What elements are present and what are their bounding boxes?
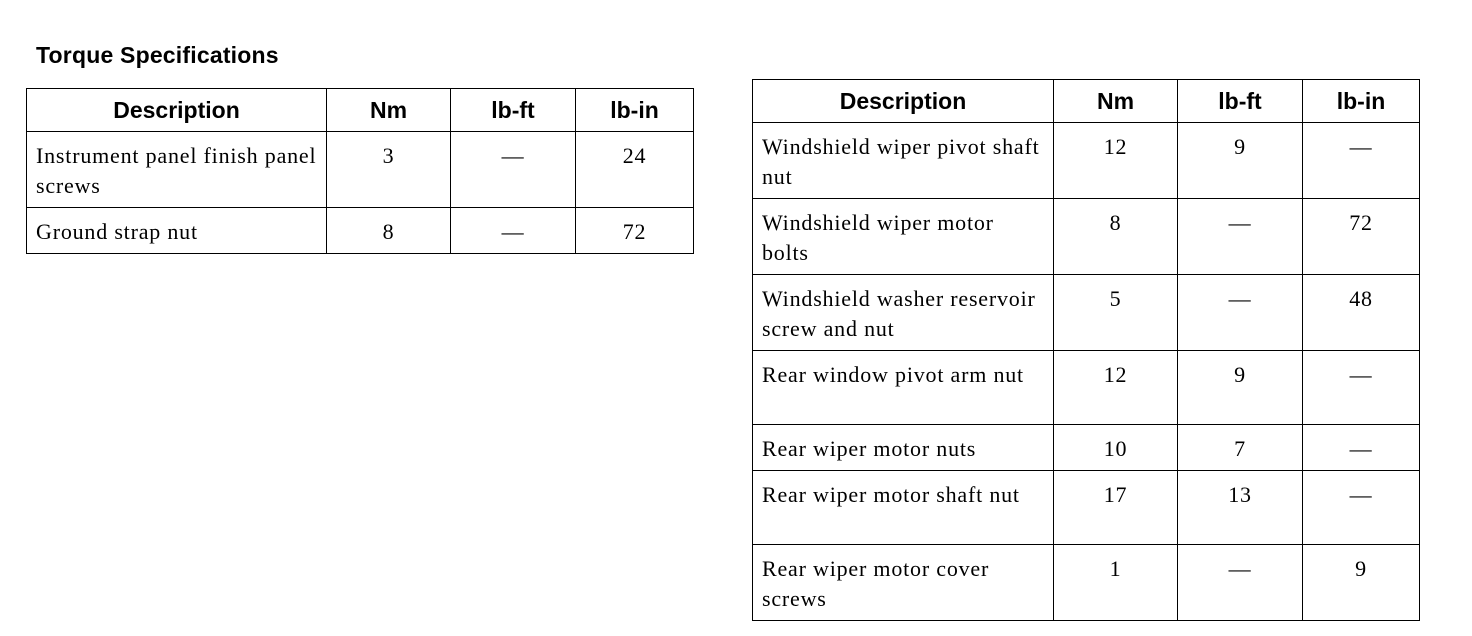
table-row — [753, 275, 1420, 351]
cell-nm: 8 — [1054, 199, 1178, 275]
cell-nm: 3 — [327, 132, 451, 208]
cell-nm: 5 — [1054, 275, 1178, 351]
cell-nm: 10 — [1054, 425, 1178, 471]
cell-lb-ft: — — [451, 208, 576, 254]
cell-lb-ft: 13 — [1178, 471, 1303, 545]
table-header-row — [27, 89, 694, 132]
cell-lb-in: — — [1303, 351, 1420, 425]
column-header-nm: Nm — [327, 89, 451, 132]
cell-description: Windshield wiper pivot shaft nut — [753, 123, 1054, 199]
cell-lb-ft: — — [1178, 199, 1303, 275]
cell-description: Rear wiper motor cover screws — [753, 545, 1054, 621]
cell-lb-in: — — [1303, 425, 1420, 471]
cell-lb-in: 72 — [1303, 199, 1420, 275]
cell-lb-in: 24 — [576, 132, 694, 208]
cell-nm: 12 — [1054, 351, 1178, 425]
cell-description: Rear wiper motor shaft nut — [753, 471, 1054, 545]
column-header-description: Description — [753, 80, 1054, 123]
cell-description: Rear window pivot arm nut — [753, 351, 1054, 425]
cell-description: Instrument panel finish panel screws — [27, 132, 327, 208]
page-title: Torque Specifications — [36, 42, 279, 68]
cell-lb-in: — — [1303, 471, 1420, 545]
cell-description: Ground strap nut — [27, 208, 327, 254]
torque-table-right — [752, 79, 1420, 621]
cell-description: Rear wiper motor nuts — [753, 425, 1054, 471]
table-header-row — [753, 80, 1420, 123]
table-row — [27, 132, 694, 208]
cell-lb-ft: — — [451, 132, 576, 208]
cell-lb-ft: 9 — [1178, 351, 1303, 425]
table-row — [753, 425, 1420, 471]
cell-description: Windshield washer reservoir screw and nut — [753, 275, 1054, 351]
column-header-lb-in: lb-in — [576, 89, 694, 132]
table-row — [753, 123, 1420, 199]
cell-nm: 17 — [1054, 471, 1178, 545]
table-row — [27, 208, 694, 254]
table-row — [753, 199, 1420, 275]
table-row — [753, 351, 1420, 425]
cell-lb-ft: — — [1178, 275, 1303, 351]
torque-table-left — [26, 88, 694, 254]
cell-lb-ft: 9 — [1178, 123, 1303, 199]
table-row — [753, 471, 1420, 545]
cell-nm: 1 — [1054, 545, 1178, 621]
column-header-lb-in: lb-in — [1303, 80, 1420, 123]
table-row — [753, 545, 1420, 621]
cell-lb-ft: — — [1178, 545, 1303, 621]
cell-nm: 8 — [327, 208, 451, 254]
column-header-lb-ft: lb-ft — [1178, 80, 1303, 123]
cell-lb-ft: 7 — [1178, 425, 1303, 471]
cell-lb-in: 9 — [1303, 545, 1420, 621]
column-header-description: Description — [27, 89, 327, 132]
cell-nm: 12 — [1054, 123, 1178, 199]
cell-lb-in: 48 — [1303, 275, 1420, 351]
cell-description: Windshield wiper motor bolts — [753, 199, 1054, 275]
cell-lb-in: — — [1303, 123, 1420, 199]
column-header-nm: Nm — [1054, 80, 1178, 123]
cell-lb-in: 72 — [576, 208, 694, 254]
column-header-lb-ft: lb-ft — [451, 89, 576, 132]
